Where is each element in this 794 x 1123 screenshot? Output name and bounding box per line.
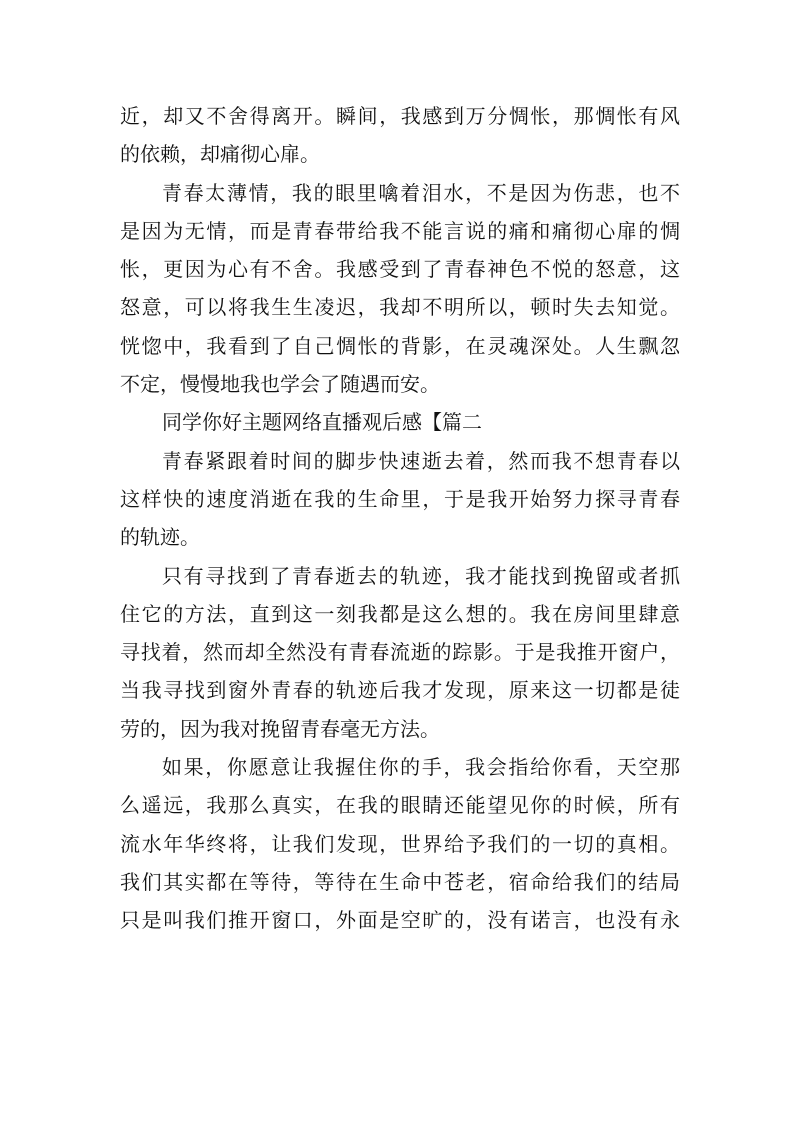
text-line: 的轨迹。: [120, 525, 200, 550]
text-line: 么遥远，我那么真实，在我的眼睛还能望见你的时候，所有: [120, 793, 680, 818]
text-line: 同学你好主题网络直播观后感【篇二: [162, 410, 482, 435]
text-line: 青春紧跟着时间的脚步快速逝去着，然而我不想青春以: [162, 448, 680, 473]
text-line: 寻找着，然而却全然没有青春流逝的踪影。于是我推开窗户，: [120, 640, 680, 665]
text-line: 不定，慢慢地我也学会了随遇而安。: [120, 372, 440, 397]
text-line: 如果，你愿意让我握住你的手，我会指给你看，天空那: [162, 755, 680, 780]
text-line: 是因为无情，而是青春带给我不能言说的痛和痛彻心扉的惆: [120, 218, 680, 243]
text-line: 恍惚中，我看到了自己惆怅的背影，在灵魂深处。人生飘忽: [120, 333, 680, 358]
text-line: 的依赖，却痛彻心扉。: [120, 142, 320, 167]
text-line: 只有寻找到了青春逝去的轨迹，我才能找到挽留或者抓: [162, 563, 680, 588]
text-line: 这样快的速度消逝在我的生命里，于是我开始努力探寻青春: [120, 486, 680, 511]
text-line: 近，却又不舍得离开。瞬间，我感到万分惆怅，那惆怅有风: [120, 104, 680, 128]
text-line: 青春太薄情，我的眼里噙着泪水，不是因为伤悲，也不: [162, 180, 680, 205]
text-line: 怒意，可以将我生生凌迟，我却不明所以，顿时失去知觉。: [120, 295, 680, 320]
text-line: 我们其实都在等待，等待在生命中苍老，宿命给我们的结局: [120, 869, 680, 894]
body-text: [120, 97, 680, 940]
text-line: 只是叫我们推开窗口，外面是空旷的，没有诺言，也没有永: [120, 908, 680, 933]
text-line: 当我寻找到窗外青春的轨迹后我才发现，原来这一切都是徒: [120, 678, 680, 703]
text-line: 劳的，因为我对挽留青春毫无方法。: [120, 716, 440, 741]
text-line: 流水年华终将，让我们发现，世界给予我们的一切的真相。: [120, 831, 680, 856]
text-line: 住它的方法，直到这一刻我都是这么想的。我在房间里肆意: [120, 601, 680, 626]
text-line: 怅，更因为心有不舍。我感受到了青春神色不悦的怒意，这: [120, 257, 680, 282]
